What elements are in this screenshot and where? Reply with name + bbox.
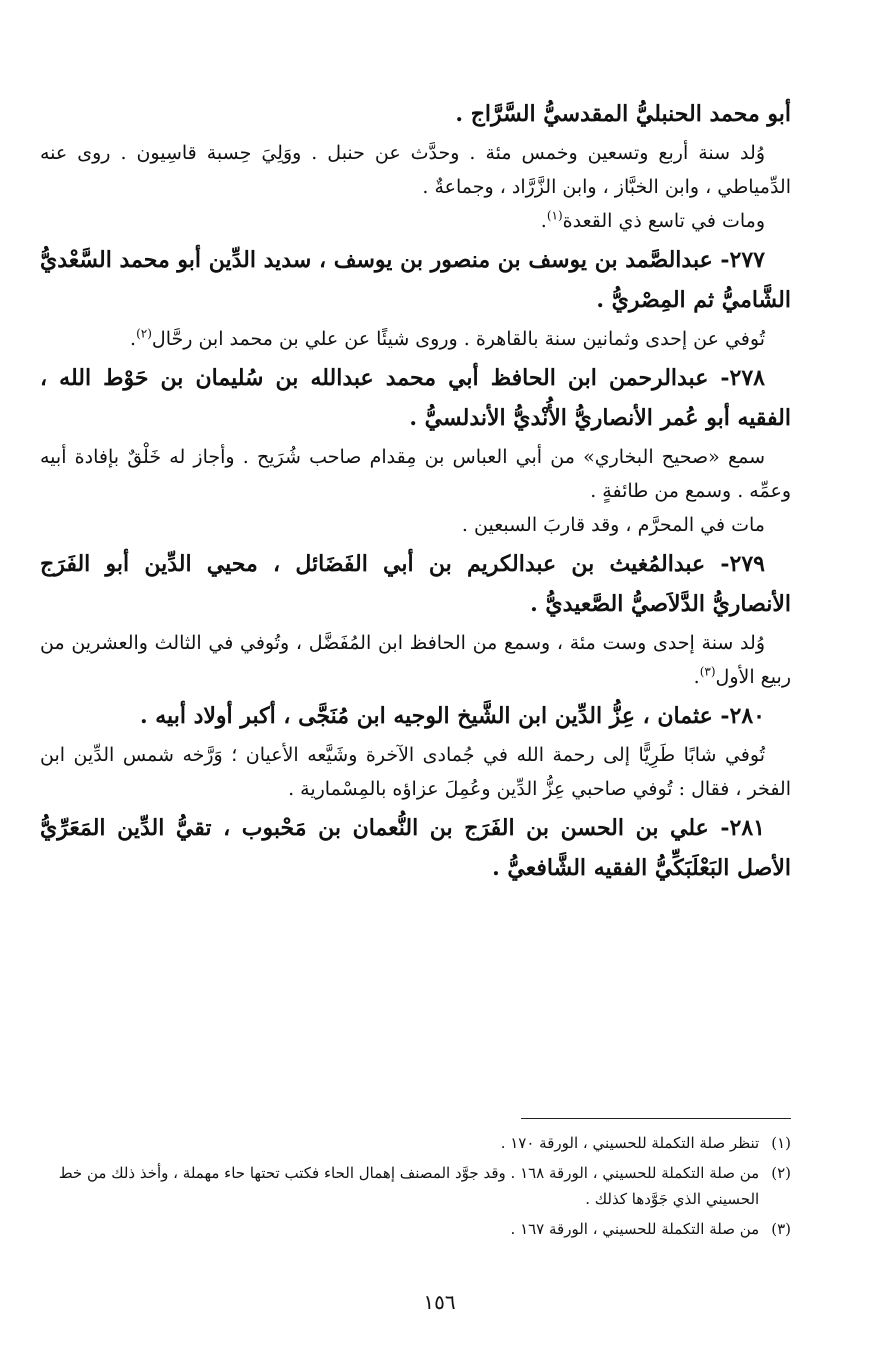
entry-text: ٢٨١- علي بن الحسن بن الفَرَج بن النُّعمان بن مَحْبوب ، تقيُّ الدِّين المَعَرِّيُّ الأصل البَعْلَبَكِّيُّ الفقيه الشَّافعيُّ . [40, 815, 791, 881]
entry-paragraph [40, 440, 791, 508]
footnote [40, 1130, 791, 1156]
entry-heading [40, 696, 791, 736]
main-text [40, 92, 791, 890]
entry-text: ٢٧٧- عبدالصَّمد بن يوسف بن منصور بن يوسف ، سديد الدِّين أبو محمد السَّعْديُّ الشَّاميُّ ثم المِصْريُّ . [40, 247, 791, 313]
entry-heading [40, 358, 791, 438]
entry-text: أبو محمد الحنبليُّ المقدسيُّ السَّرَّاج . [455, 101, 791, 127]
entry-heading [40, 94, 791, 134]
footnote-number: (٢) [771, 1164, 791, 1182]
entry-heading [40, 544, 791, 624]
footnote [40, 1160, 791, 1212]
entry-heading [40, 808, 791, 888]
footnote-text: تنظر صلة التكملة للحسيني ، الورقة ١٧٠ . [500, 1134, 760, 1152]
entry-paragraph [40, 136, 791, 204]
footnote-marker: (٢) [136, 326, 152, 341]
entry-paragraph [40, 508, 791, 542]
entry-text: تُوفي شابًا طَرِيًّا إلى رحمة الله في جُمادى الآخرة وشَيَّعه الأعيان ؛ وَرَّخه شمس الدِّين ابن الفخر ، فقال : تُوفي صاحبي عِزُّ الدِّين وعُمِلَ عزاؤه بالمِسْمارية . [40, 744, 791, 800]
entry-paragraph [40, 738, 791, 806]
entry-tail: . [130, 328, 137, 350]
page-number: ١٥٦ [423, 1290, 456, 1314]
entry-text: ومات في تاسع ذي القعدة [562, 210, 765, 232]
footnote [40, 1216, 791, 1242]
entry-text: سمع «صحيح البخاري» من أبي العباس بن مِقدام صاحب شُرَيح . وأجاز له خَلْقٌ بإفادة أبيه وعمِّه . وسمع من طائفةٍ . [40, 446, 791, 502]
entry-tail: . [693, 666, 700, 688]
footnote-number: (١) [771, 1134, 791, 1152]
entry-text: مات في المحرَّم ، وقد قاربَ السبعين . [461, 514, 765, 536]
entry-paragraph [40, 322, 791, 356]
entry-text: ٢٧٩- عبدالمُغيث بن عبدالكريم بن أبي الفَضَائل ، محيي الدِّين أبو الفَرَج الأنصاريُّ الدَّلاَصيُّ الصَّعيديُّ . [40, 551, 791, 617]
footnote-number: (٣) [771, 1220, 791, 1238]
entry-text: وُلد سنة إحدى وست مئة ، وسمع من الحافظ ابن المُفَضَّل ، وتُوفي في الثالث والعشرين من ربيع الأول [40, 632, 791, 688]
entry-text: وُلد سنة أربع وتسعين وخمس مئة . وحدَّث عن حنبل . ووَلِيَ حِسبة قاسِيون . روى عنه الدِّمياطي ، وابن الخبَّاز ، وابن الزَّرَّاد ، وجماعةٌ . [40, 142, 791, 198]
footnote-separator [521, 1118, 791, 1119]
entry-paragraph [40, 626, 791, 694]
entry-paragraph [40, 204, 791, 238]
entry-heading [40, 240, 791, 320]
entry-text: ٢٨٠- عثمان ، عِزُّ الدِّين ابن الشَّيخ الوجيه ابن مُنَجَّى ، أكبر أولاد أبيه . [139, 703, 765, 729]
footnote-marker: (٣) [699, 664, 716, 679]
entry-tail: . [540, 210, 547, 232]
footnote-text: من صلة التكملة للحسيني ، الورقة ١٦٧ . [510, 1220, 760, 1238]
footnotes [40, 1130, 791, 1246]
footnote-text: من صلة التكملة للحسيني ، الورقة ١٦٨ . وقد جوَّد المصنف إهمال الحاء فكتب تحتها حاء مهملة ، وأخذ ذلك من خط الحسيني الذي جَوَّدها كذلك . [58, 1164, 760, 1208]
entry-text: ٢٧٨- عبدالرحمن ابن الحافظ أبي محمد عبدالله بن سُليمان بن حَوْط الله ، الفقيه أبو عُمر الأنصاريُّ الأُنْديُّ الأندلسيُّ . [40, 365, 791, 431]
footnote-marker: (١) [546, 208, 563, 223]
entry-text: تُوفي عن إحدى وثمانين سنة بالقاهرة . وروى شيئًا عن علي بن محمد ابن رحَّال [151, 328, 765, 350]
